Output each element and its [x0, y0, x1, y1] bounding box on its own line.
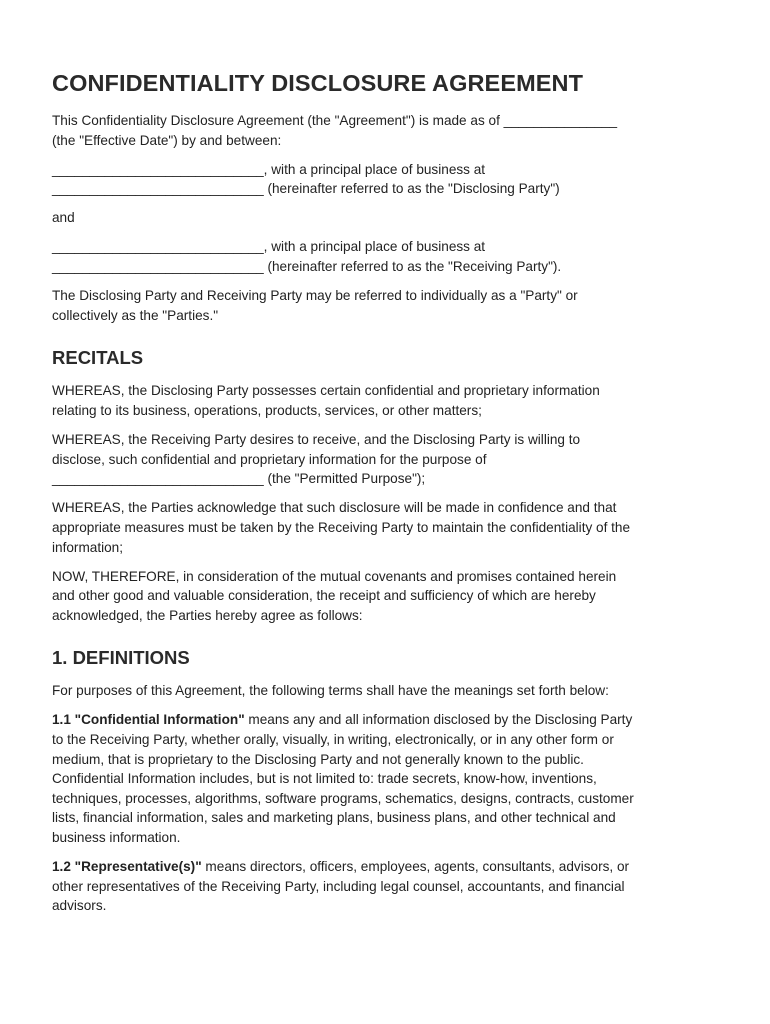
whereas-paragraph-1 — [52, 381, 718, 420]
and-paragraph: and — [52, 210, 75, 226]
disclosing-party-line-1: ____________________________, with a principal place of business at — [52, 161, 486, 177]
whereas-1-line-1: WHEREAS, the Disclosing Party possesses certain confidential and proprietary information — [52, 383, 600, 399]
whereas-3-line-2: appropriate measures must be taken by the Receiving Party to maintain the confidentiality of the — [52, 519, 631, 535]
whereas-2-line-3: ____________________________ (the "Permitted Purpose"); — [52, 471, 426, 487]
intro-line-1: This Confidentiality Disclosure Agreement (the "Agreement") is made as of _______________ — [52, 113, 618, 128]
now-therefore-line-1: NOW, THEREFORE, in consideration of the mutual covenants and promises contained herein — [52, 568, 617, 584]
definition-1-2-line-3: advisors. — [52, 898, 107, 914]
intro-line-2: (the "Effective Date") by and between: — [52, 132, 282, 148]
recitals-heading: RECITALS — [52, 347, 144, 369]
now-therefore-paragraph — [52, 567, 718, 626]
definition-1-1-line-7: business information. — [52, 830, 181, 846]
now-therefore-line-3: acknowledged, the Parties hereby agree as follows: — [52, 607, 363, 623]
definition-1-2-term: 1.2 "Representative(s)" — [52, 859, 202, 875]
definition-1-1-line-5: techniques, processes, algorithms, software programs, schematics, designs, contracts, customer — [52, 790, 634, 806]
whereas-paragraph-2 — [52, 430, 718, 489]
definition-1-2-line-2: other representatives of the Receiving Party, including legal counsel, accountants, and financial — [52, 878, 625, 894]
parties-line-2: collectively as the "Parties." — [52, 307, 219, 323]
definitions-section — [52, 647, 718, 916]
disclosing-party-line-2: ____________________________ (hereinafter referred to as the "Disclosing Party") — [52, 181, 560, 197]
definition-1-1-line-3: medium, that is proprietary to the Disclosing Party and not generally known to the public. — [52, 751, 584, 767]
recitals-section — [52, 347, 718, 625]
whereas-paragraph-3 — [52, 498, 718, 557]
definition-1-1 — [52, 710, 718, 847]
definition-1-2-line-1: means directors, officers, employees, agents, consultants, advisors, or — [201, 859, 630, 875]
definition-1-1-line-6: lists, financial information, sales and marketing plans, business plans, and other technical and — [52, 810, 616, 826]
disclosing-party-paragraph — [52, 160, 718, 199]
parties-line-1: The Disclosing Party and Receiving Party may be referred to individually as a "Party" or — [52, 288, 578, 304]
definition-1-1-term: 1.1 "Confidential Information" — [52, 712, 245, 728]
definition-1-1-line-2: to the Receiving Party, whether orally, visually, in writing, electronically, or in any other form or — [52, 732, 614, 748]
document-title: CONFIDENTIALITY DISCLOSURE AGREEMENT — [52, 70, 584, 96]
intro-paragraph — [52, 111, 718, 150]
definition-1-1-line-1: means any and all information disclosed by the Disclosing Party — [244, 712, 633, 728]
parties-paragraph — [52, 286, 718, 325]
whereas-3-line-1: WHEREAS, the Parties acknowledge that such disclosure will be made in confidence and that — [52, 500, 617, 516]
receiving-party-line-1: ____________________________, with a principal place of business at — [52, 239, 486, 255]
definition-1-1-line-4: Confidential Information includes, but is not limited to: trade secrets, know-how, inventions, — [52, 771, 597, 787]
definitions-intro: For purposes of this Agreement, the following terms shall have the meanings set forth below: — [52, 683, 609, 699]
whereas-3-line-3: information; — [52, 539, 124, 555]
whereas-2-line-2: disclose, such confidential and proprietary information for the purpose of — [52, 451, 487, 467]
whereas-1-line-2: relating to its business, operations, products, services, or other matters; — [52, 402, 482, 418]
now-therefore-line-2: and other good and valuable consideration, the receipt and sufficiency of which are hereby — [52, 588, 596, 604]
receiving-party-line-2: ____________________________ (hereinafter referred to as the "Receiving Party"). — [52, 259, 562, 275]
definitions-heading: 1. DEFINITIONS — [52, 647, 190, 669]
receiving-party-paragraph — [52, 237, 718, 276]
whereas-2-line-1: WHEREAS, the Receiving Party desires to receive, and the Disclosing Party is willing to — [52, 432, 581, 448]
definition-1-2 — [52, 857, 718, 916]
